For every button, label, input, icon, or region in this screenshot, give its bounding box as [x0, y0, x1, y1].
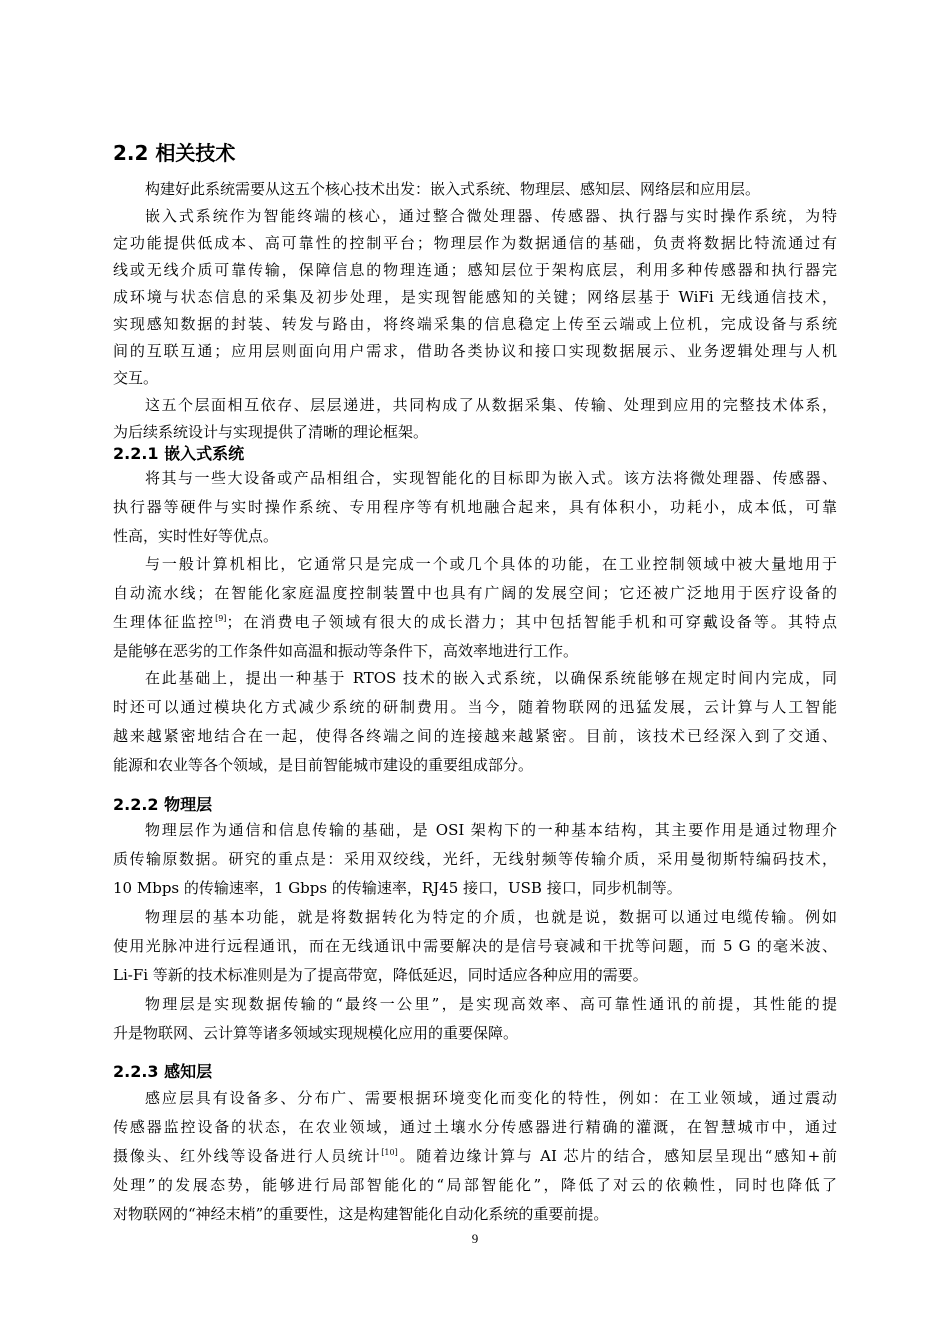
- citation-marker: [9]: [215, 614, 227, 623]
- intro-paragraph-1: [113, 176, 837, 203]
- intro-paragraph-2: [113, 203, 837, 392]
- text-line: 能源和农业等各个领域，是目前智能城市建设的重要组成部分。: [113, 756, 534, 774]
- physical-paragraph-2: [113, 903, 837, 990]
- subsection-heading-physical: 2.2.2 物理层: [113, 795, 213, 814]
- text-line: 质传输原数据。研究的重点是：采用双绞线，光纤，无线射频等传输介质，采用曼彻斯特编码技术，: [113, 850, 837, 868]
- perception-paragraph-1: [113, 1084, 837, 1229]
- text-segment: 摄像头、红外线等设备进行人员统计: [113, 1147, 382, 1165]
- text-line: 物理层是实现数据传输的“最终一公里”，是实现高效率、高可靠性通讯的前提，其性能的提: [145, 995, 837, 1013]
- text-line: 与一般计算机相比，它通常只是完成一个或几个具体的功能，在工业控制领域中被大量地用于: [145, 555, 837, 573]
- text-line: 时还可以通过模块化方式减少系统的研制费用。当今，随着物联网的迅猛发展，云计算与人工智能: [113, 698, 837, 716]
- subsection-heading-embedded: 2.2.1 嵌入式系统: [113, 444, 245, 463]
- text-line: 感应层具有设备多、分布广、需要根据环境变化而变化的特性，例如：在工业领域，通过震动: [145, 1089, 837, 1107]
- text-line: 在此基础上，提出一种基于 RTOS 技术的嵌入式系统，以确保系统能够在规定时间内完成，同: [145, 669, 837, 687]
- text-line: 嵌入式系统作为智能终端的核心，通过整合微处理器、传感器、执行器与实时操作系统，为特: [145, 207, 837, 225]
- intro-paragraph-3: [113, 392, 837, 446]
- text-line: 这五个层面相互依存、层层递进，共同构成了从数据采集、传输、处理到应用的完整技术体系，: [145, 396, 837, 414]
- physical-paragraph-3: [113, 990, 837, 1048]
- text-segment: 。随着边缘计算与 AI 芯片的结合，感知层呈现出“感知+前: [397, 1147, 837, 1165]
- text-line: 自动流水线；在智能化家庭温度控制装置中也具有广阔的发展空间；它还被广泛地用于医疗设备的: [113, 584, 837, 602]
- embedded-paragraph-2: [113, 550, 837, 666]
- text-line: 构建好此系统需要从这五个核心技术出发：嵌入式系统、物理层、感知层、网络层和应用层。: [145, 180, 761, 198]
- text-line: 为后续系统设计与实现提供了清晰的理论框架。: [113, 423, 429, 441]
- text-line: 物理层的基本功能，就是将数据转化为特定的介质，也就是说，数据可以通过电缆传输。例如: [145, 908, 837, 926]
- citation-marker: [10]: [381, 1148, 398, 1157]
- physical-paragraph-1: [113, 816, 837, 903]
- page-number: 9: [471, 1231, 479, 1246]
- text-line: 物理层作为通信和信息传输的基础，是 OSI 架构下的一种基本结构，其主要作用是通过物理介: [145, 821, 837, 839]
- text-segment: ；在消费电子领域有很大的成长潜力；其中包括智能手机和可穿戴设备等。其特点: [226, 613, 837, 631]
- text-line: 实现感知数据的封装、转发与路由，将终端采集的信息稳定上传至云端或上位机，完成设备与系统: [113, 315, 837, 333]
- text-line: 性高，实时性好等优点。: [113, 527, 279, 545]
- text-line: 定功能提供低成本、高可靠性的控制平台；物理层作为数据通信的基础，负责将数据比特流通过有: [113, 234, 837, 252]
- text-line: 成环境与状态信息的采集及初步处理，是实现智能感知的关键；网络层基于 WiFi 无线通信技术，: [113, 288, 837, 306]
- text-line-with-citation: [113, 608, 837, 637]
- text-line: 间的互联互通；应用层则面向用户需求，借助各类协议和接口实现数据展示、业务逻辑处理与人机: [113, 342, 837, 360]
- text-line: 是能够在恶劣的工作条件如高温和振动等条件下，高效率地进行工作。: [113, 642, 579, 660]
- text-line: 使用光脉冲进行远程通讯，而在无线通讯中需要解决的是信号衰减和干扰等问题，而 5 G 的毫米波、: [113, 937, 837, 955]
- text-line: 处理”的发展态势，能够进行局部智能化的“局部智能化”，降低了对云的依赖性，同时也降低了: [113, 1176, 837, 1194]
- section-heading: 2.2 相关技术: [113, 141, 236, 165]
- text-segment: 生理体征监控: [113, 613, 216, 631]
- text-line: 将其与一些大设备或产品相组合，实现智能化的目标即为嵌入式。该方法将微处理器、传感器、: [145, 469, 837, 487]
- text-line: 越来越紧密地结合在一起，使得各终端之间的连接越来越紧密。目前，该技术已经深入到了交通、: [113, 727, 837, 745]
- embedded-paragraph-1: [113, 464, 837, 551]
- text-line: 10 Mbps 的传输速率，1 Gbps 的传输速率，RJ45 接口，USB 接口，同步机制等。: [113, 879, 682, 897]
- text-line: 执行器等硬件与实时操作系统、专用程序等有机地融合起来，具有体积小，功耗小，成本低，可靠: [113, 498, 837, 516]
- text-line: 线或无线介质可靠传输，保障信息的物理连通；感知层位于架构底层，利用多种传感器和执行器完: [113, 261, 837, 279]
- text-line: Li-Fi 等新的技术标准则是为了提高带宽，降低延迟，同时适应各种应用的需要。: [113, 966, 648, 984]
- subsection-heading-perception: 2.2.3 感知层: [113, 1062, 213, 1081]
- text-line: 对物联网的“神经末梢”的重要性，这是构建智能化自动化系统的重要前提。: [113, 1205, 609, 1223]
- text-line: 传感器监控设备的状态，在农业领域，通过土壤水分传感器进行精确的灌溉，在智慧城市中，通过: [113, 1118, 837, 1136]
- text-line-with-citation: [113, 1142, 837, 1171]
- text-line: 升是物联网、云计算等诸多领域实现规模化应用的重要保障。: [113, 1024, 519, 1042]
- text-line: 交互。: [113, 369, 159, 387]
- embedded-paragraph-3: [113, 664, 837, 780]
